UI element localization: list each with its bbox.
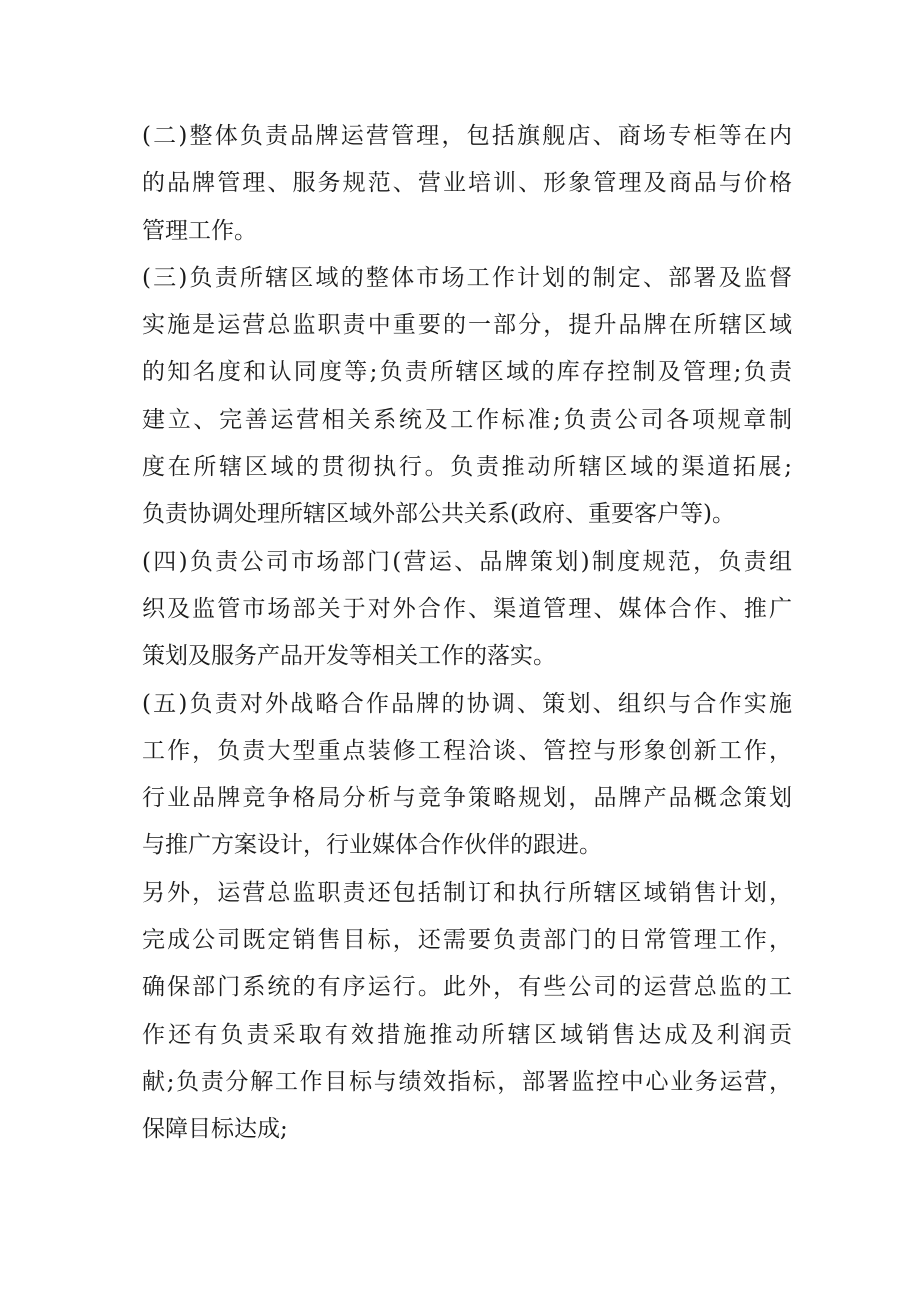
text-line: 完成公司既定销售目标，还需要负责部门的日常管理工作， <box>142 927 792 954</box>
text-line: (四)负责公司市场部门(营运、品牌策划)制度规范，负责组 <box>142 548 792 575</box>
paragraph-4 <box>142 539 792 681</box>
text-line: (二)整体负责品牌运营管理，包括旗舰店、商场专柜等在内 <box>142 123 792 149</box>
text-line: 行业品牌竞争格局分析与竞争策略规划，品牌产品概念策划 <box>142 785 792 812</box>
text-line: (三)负责所辖区域的整体市场工作计划的制定、部署及监督 <box>142 264 792 291</box>
text-line: 另外，运营总监职责还包括制订和执行所辖区域销售计划， <box>142 879 792 906</box>
text-line: 度在所辖区域的贯彻执行。负责推动所辖区域的渠道拓展; <box>142 454 792 481</box>
text-line: 保障目标达成; <box>142 1116 288 1143</box>
paragraph-5 <box>142 681 792 870</box>
text-line: 的知名度和认同度等;负责所辖区域的库存控制及管理;负责 <box>142 359 792 386</box>
paragraph-2 <box>142 113 792 255</box>
text-line: (五)负责对外战略合作品牌的协调、策划、组织与合作实施 <box>142 690 792 717</box>
text-line: 策划及服务产品开发等相关工作的落实。 <box>142 643 556 670</box>
text-line: 负责协调处理所辖区域外部公共关系(政府、重要客户等)。 <box>142 501 735 528</box>
text-line: 献;负责分解工作目标与绩效指标，部署监控中心业务运营， <box>142 1068 792 1095</box>
text-line: 实施是运营总监职责中重要的一部分，提升品牌在所辖区域 <box>142 312 792 339</box>
text-line: 的品牌管理、服务规范、营业培训、形象管理及商品与价格 <box>142 170 792 197</box>
text-line: 管理工作。 <box>142 217 257 244</box>
text-line: 与推广方案设计，行业媒体合作伙伴的跟进。 <box>142 832 602 859</box>
text-line: 建立、完善运营相关系统及工作标准;负责公司各项规章制 <box>142 406 792 433</box>
paragraph-additional <box>142 870 792 1154</box>
text-line: 工作，负责大型重点装修工程洽谈、管控与形象创新工作， <box>142 737 792 764</box>
text-line: 织及监管市场部关于对外合作、渠道管理、媒体合作、推广 <box>142 595 792 622</box>
text-line: 确保部门系统的有序运行。此外，有些公司的运营总监的工 <box>142 974 792 1001</box>
document-page <box>142 113 792 1154</box>
paragraph-3 <box>142 255 792 539</box>
text-line: 作还有负责采取有效措施推动所辖区域销售达成及利润贡 <box>142 1021 792 1048</box>
